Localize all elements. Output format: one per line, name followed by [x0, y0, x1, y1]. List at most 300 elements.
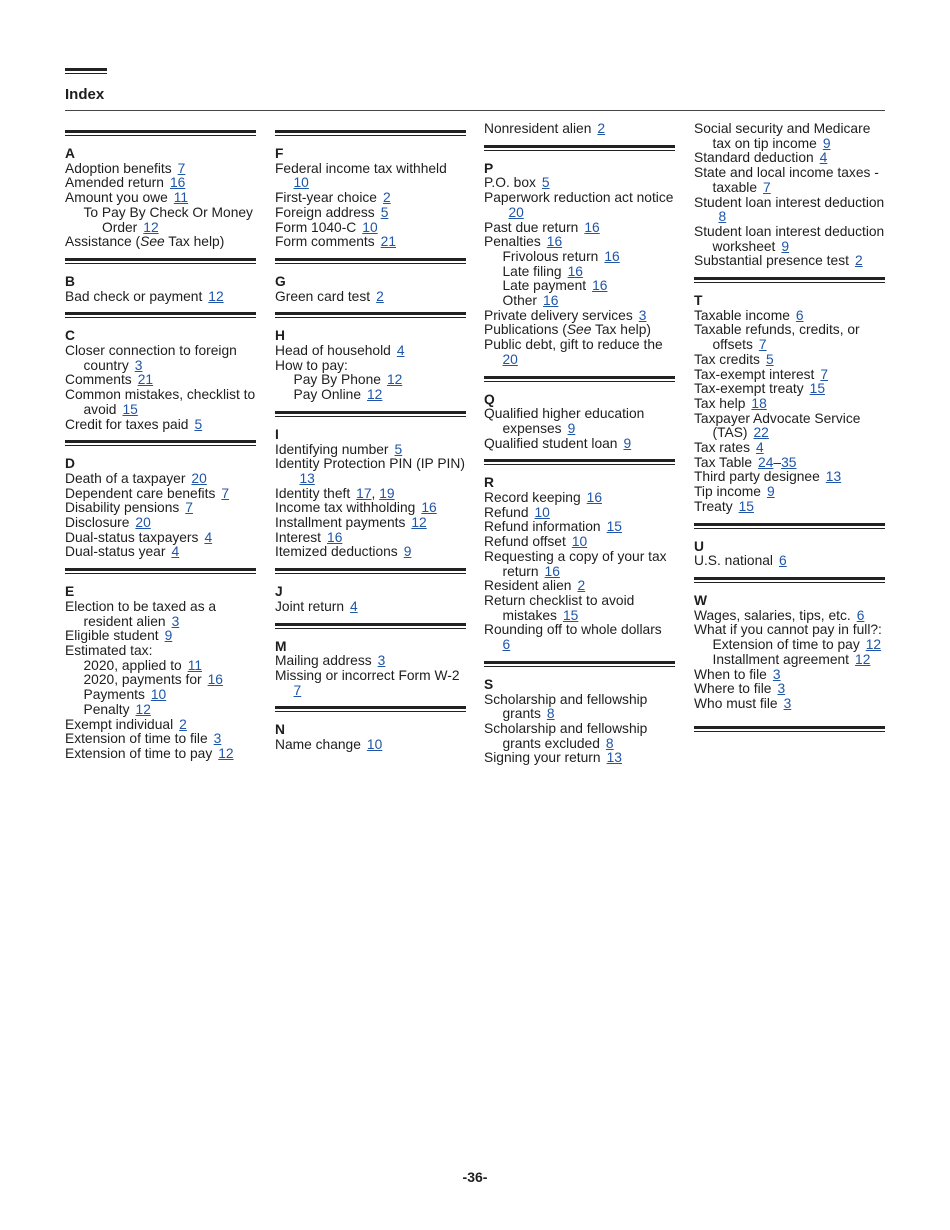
- index-entry: [65, 162, 256, 177]
- entry-text: Adoption benefits: [65, 160, 172, 176]
- index-column-4: [694, 122, 885, 743]
- page-link[interactable]: 4: [396, 343, 405, 359]
- page-link[interactable]: 7: [221, 485, 230, 501]
- index-entry: [65, 747, 256, 762]
- index-section: [275, 706, 466, 752]
- index-entry: [275, 443, 466, 458]
- index-entry: [65, 235, 256, 250]
- index-entry: [275, 373, 466, 388]
- page-link[interactable]: 10: [362, 219, 378, 235]
- index-entry: [65, 629, 256, 644]
- page-link[interactable]: 20: [502, 351, 518, 367]
- section-rule: [275, 568, 466, 574]
- entry-text: 2020, applied to: [83, 657, 182, 673]
- page-link[interactable]: 16: [567, 263, 583, 279]
- entry-text: Extension of time to file: [65, 731, 208, 747]
- entry-text: Election to be taxed as a resident alien: [65, 598, 217, 629]
- section-letter: Q: [484, 391, 495, 407]
- page-link[interactable]: 7: [763, 179, 771, 195]
- index-section: [694, 277, 885, 515]
- entry-text: Extension of time to pay: [712, 637, 860, 653]
- entry-text: Treaty: [694, 498, 733, 514]
- entry-text: Foreign address: [275, 204, 375, 220]
- page-link[interactable]: 2: [577, 578, 586, 594]
- page-link[interactable]: 3: [772, 666, 781, 682]
- index-entry: [275, 191, 466, 206]
- page-link[interactable]: 7: [185, 500, 193, 516]
- page-link[interactable]: 9: [766, 484, 775, 500]
- page-link[interactable]: 12: [386, 372, 403, 388]
- section-letter: M: [275, 638, 287, 654]
- entry-text: Tax help: [694, 395, 746, 411]
- index-entry: [65, 206, 256, 235]
- entry-text: Taxpayer Advocate Service (TAS): [694, 410, 861, 441]
- index-entry: [65, 373, 256, 388]
- section-letter: E: [65, 584, 75, 600]
- page-link[interactable]: 3: [777, 681, 786, 697]
- section-letter: N: [275, 722, 285, 738]
- section-rule: [65, 130, 256, 136]
- section-rule: [484, 145, 675, 151]
- index-entry: [484, 191, 675, 220]
- page-link[interactable]: 5: [765, 351, 774, 367]
- entry-text: Tip income: [694, 484, 761, 500]
- page-link[interactable]: 16: [327, 529, 343, 545]
- page-link[interactable]: 2: [854, 253, 863, 269]
- section-letter: W: [694, 592, 708, 608]
- index-section: [275, 568, 466, 614]
- page-link[interactable]: 2: [382, 190, 391, 206]
- page-link[interactable]: 5: [541, 175, 550, 191]
- index-entry: [484, 520, 675, 535]
- section-letter: S: [484, 676, 494, 692]
- entry-text: Record keeping: [484, 490, 581, 506]
- index-entry: [275, 531, 466, 546]
- index-section: [484, 459, 675, 652]
- entry-text: Pay Online: [293, 387, 361, 403]
- entry-text: Identity theft: [275, 485, 351, 501]
- index-entry: [275, 600, 466, 615]
- page-link[interactable]: 7: [758, 337, 767, 353]
- entry-italic: See: [140, 234, 165, 250]
- page-link[interactable]: 5: [394, 441, 403, 457]
- page-link[interactable]: 2: [597, 121, 606, 136]
- page-link[interactable]: 9: [567, 420, 576, 436]
- entry-text: Payments: [83, 687, 145, 703]
- index-entry: [275, 457, 466, 486]
- page-link[interactable]: 9: [623, 435, 632, 451]
- index-entry: [65, 659, 256, 674]
- page-link[interactable]: 16: [544, 563, 560, 579]
- page-link[interactable]: 21: [137, 372, 154, 388]
- page-link[interactable]: 5: [380, 204, 389, 220]
- section-rule: [484, 376, 675, 382]
- page-link[interactable]: 15: [809, 381, 826, 397]
- section-letter: U: [694, 538, 704, 554]
- entry-text: Joint return: [275, 598, 345, 614]
- entry-text: Dependent care benefits: [65, 485, 216, 501]
- header-ornament-rule: [65, 68, 107, 74]
- page-link[interactable]: 4: [350, 598, 358, 614]
- index-section: [484, 145, 675, 368]
- page-link[interactable]: 12: [208, 288, 224, 304]
- page-link[interactable]: 10: [534, 504, 550, 520]
- entry-text: Comments: [65, 372, 132, 388]
- section-letter: P: [484, 160, 494, 176]
- entry-text: Past due return: [484, 219, 579, 235]
- index-entry: [694, 682, 885, 697]
- entry-text: Extension of time to pay: [65, 745, 213, 761]
- section-letter: B: [65, 273, 75, 289]
- index-entry: [65, 531, 256, 546]
- section-rule: [275, 130, 466, 136]
- page-link[interactable]: 16: [543, 293, 559, 309]
- page-link[interactable]: 15: [122, 401, 138, 417]
- entry-text: Third party designee: [694, 469, 820, 485]
- page-link[interactable]: 9: [403, 544, 412, 560]
- page-link[interactable]: 6: [795, 307, 804, 323]
- entry-text: First-year choice: [275, 190, 377, 206]
- entry-text: Credit for taxes paid: [65, 416, 189, 432]
- entry-italic: See: [566, 322, 592, 338]
- page-link[interactable]: 4: [819, 150, 828, 166]
- index-column-3: [484, 122, 675, 766]
- page-link[interactable]: 20: [191, 470, 207, 486]
- index-entry: [275, 738, 466, 753]
- page-link[interactable]: 12: [143, 219, 159, 235]
- entry-text: Penalties: [484, 234, 541, 250]
- index-entry: [694, 554, 885, 569]
- entry-text: Where to file: [694, 681, 772, 697]
- index-entry: [694, 397, 885, 412]
- page-link[interactable]: 6: [856, 607, 865, 623]
- page-title: Index: [65, 86, 105, 103]
- entry-text: How to pay:: [275, 357, 348, 373]
- section-letter: H: [275, 328, 285, 344]
- entry-text: Bad check or payment: [65, 288, 203, 304]
- index-section: [275, 258, 466, 304]
- index-entry: [484, 623, 675, 652]
- page-link[interactable]: 3: [377, 653, 386, 669]
- index-section: [65, 258, 256, 304]
- entry-text: Substantial presence test: [694, 253, 849, 269]
- section-rule: [65, 440, 256, 446]
- entry-text: Installment payments: [275, 515, 406, 531]
- page-link[interactable]: 20: [135, 515, 151, 531]
- entry-text: Mailing address: [275, 653, 372, 669]
- entry-text: Head of household: [275, 343, 391, 359]
- index-entry: [65, 688, 256, 703]
- index-entry: [694, 638, 885, 653]
- entry-text: Standard deduction: [694, 150, 814, 166]
- index-entry: [694, 668, 885, 683]
- page-link[interactable]: 16: [586, 490, 602, 506]
- index-entry: [65, 545, 256, 560]
- index-entry: [484, 338, 675, 367]
- entry-text: Dual-status taxpayers: [65, 529, 199, 545]
- entry-text: U.S. national: [694, 553, 773, 569]
- page-link[interactable]: 15: [606, 519, 622, 535]
- page-link[interactable]: 10: [293, 175, 309, 191]
- section-rule: [275, 623, 466, 629]
- entry-text: Federal income tax withheld: [275, 160, 447, 176]
- entry-text: Refund information: [484, 519, 601, 535]
- entry-text: Publications (: [484, 322, 567, 338]
- index-section: [484, 661, 675, 766]
- index-entry: [65, 703, 256, 718]
- page-link[interactable]: 11: [187, 657, 203, 673]
- index-entry: [484, 250, 675, 265]
- section-rule: [694, 277, 885, 283]
- section-letter: F: [275, 146, 284, 161]
- index-entry: [694, 470, 885, 485]
- index-entry: [694, 500, 885, 515]
- section-letter: A: [65, 146, 75, 161]
- page-link[interactable]: 3: [638, 307, 647, 323]
- page-link[interactable]: 4: [755, 440, 764, 456]
- entry-text: Tax-exempt interest: [694, 366, 815, 382]
- entry-text: Interest: [275, 529, 322, 545]
- index-entry: [484, 279, 675, 294]
- page-link[interactable]: 15: [562, 607, 579, 623]
- index-section: [694, 523, 885, 569]
- entry-text: What if you cannot pay in full?:: [694, 622, 882, 638]
- page-link[interactable]: 12: [135, 701, 151, 717]
- page-link[interactable]: 24: [758, 454, 774, 470]
- page-link[interactable]: 13: [299, 470, 315, 486]
- index-section: [65, 440, 256, 560]
- entry-text: Identity Protection PIN (IP PIN): [275, 456, 465, 472]
- section-letter: T: [694, 293, 703, 309]
- index-entry: [65, 472, 256, 487]
- index-section: [65, 312, 256, 432]
- index-entry: [694, 323, 885, 352]
- index-column-1: [65, 122, 256, 762]
- page-link[interactable]: 16: [207, 672, 223, 688]
- index-section: [694, 122, 885, 269]
- page-link[interactable]: 12: [855, 651, 871, 667]
- index-entry: [275, 669, 466, 698]
- page-link[interactable]: 16: [604, 248, 620, 264]
- page-link[interactable]: 10: [366, 737, 383, 753]
- page-link[interactable]: 2: [179, 716, 187, 732]
- entry-text: Other: [502, 293, 538, 309]
- page-link[interactable]: 18: [751, 395, 767, 411]
- entry-text: Rounding off to whole dollars: [484, 622, 662, 638]
- page-link[interactable]: 12: [367, 387, 383, 403]
- index-entry: [484, 407, 675, 436]
- page-link[interactable]: 12: [865, 637, 882, 653]
- index-section: [275, 623, 466, 699]
- index-entry: [65, 673, 256, 688]
- page-link[interactable]: 20: [508, 204, 524, 220]
- page-link[interactable]: 11: [173, 190, 189, 206]
- index-entry: [484, 491, 675, 506]
- entry-text: Tax-exempt treaty: [694, 381, 804, 397]
- entry-text: Late payment: [502, 278, 587, 294]
- entry-text: Qualified higher education expenses: [484, 406, 645, 436]
- index-entry: [694, 196, 885, 225]
- entry-text: Wages, salaries, tips, etc.: [694, 607, 851, 623]
- section-rule: [484, 459, 675, 465]
- index-section: [694, 577, 885, 712]
- entry-text: Form 1040-C: [275, 219, 357, 235]
- index-entry: [65, 176, 256, 191]
- page-link[interactable]: 10: [150, 687, 167, 703]
- page-link[interactable]: 8: [605, 735, 614, 751]
- page-link[interactable]: 16: [421, 500, 437, 516]
- page-link[interactable]: 10: [571, 534, 588, 550]
- section-rule: [275, 706, 466, 712]
- page-link[interactable]: 7: [293, 682, 302, 698]
- index-entry: [484, 265, 675, 280]
- index-entry: [275, 359, 466, 374]
- entry-text: Name change: [275, 737, 361, 753]
- entry-text: Social security and Medicare tax on tip income: [694, 121, 871, 151]
- index-entry: Identity theft 17, 19: [275, 485, 395, 501]
- entry-text: Refund offset: [484, 534, 566, 550]
- index-entry: [484, 751, 675, 766]
- index-entry: [694, 623, 885, 638]
- index-entry: [694, 382, 885, 397]
- index-entry: [694, 353, 885, 368]
- entry-text: Dual-status year: [65, 544, 166, 560]
- entry-text: Student loan interest deduction worksheet: [694, 223, 885, 254]
- index-entry: [275, 516, 466, 531]
- entry-text: Installment agreement: [712, 651, 850, 667]
- section-rule: [275, 312, 466, 318]
- page-link[interactable]: 9: [781, 238, 790, 254]
- page-link[interactable]: 21: [380, 234, 397, 250]
- index-entry: [694, 368, 885, 383]
- index-section: [484, 376, 675, 452]
- index-entry: [275, 501, 466, 516]
- index-section: [275, 312, 466, 403]
- entry-text: Tax Table: [694, 454, 753, 470]
- page-link[interactable]: 35: [781, 454, 797, 470]
- page-link[interactable]: 6: [779, 553, 787, 569]
- page-link[interactable]: 9: [822, 135, 831, 151]
- page-link[interactable]: 13: [825, 469, 842, 485]
- page-link[interactable]: 7: [177, 160, 186, 176]
- index-entry: [484, 437, 675, 452]
- index-entry: [694, 225, 885, 254]
- index-entry: [694, 441, 885, 456]
- page-link[interactable]: 9: [164, 628, 173, 644]
- entry-text: Disclosure: [65, 515, 130, 531]
- entry-text: Closer connection to foreign country: [65, 343, 237, 373]
- page-link[interactable]: 12: [218, 745, 234, 761]
- index-entry: [484, 294, 675, 309]
- page-link[interactable]: 6: [502, 637, 511, 653]
- page-link[interactable]: 3: [783, 695, 792, 711]
- page-link[interactable]: 19: [379, 485, 395, 501]
- page-link[interactable]: 8: [718, 209, 727, 225]
- section-rule: [694, 577, 885, 583]
- page-link[interactable]: 13: [606, 750, 622, 766]
- entry-text: Requesting a copy of your tax return: [484, 548, 667, 579]
- index-entry: [694, 653, 885, 668]
- section-letter: G: [275, 273, 286, 289]
- page-link[interactable]: 16: [546, 234, 563, 250]
- page-link[interactable]: 3: [134, 357, 143, 373]
- index-entry: [694, 412, 885, 441]
- page-link[interactable]: 3: [171, 613, 180, 629]
- page-link[interactable]: 8: [546, 706, 555, 722]
- page-link[interactable]: 22: [753, 425, 769, 441]
- entry-text: Taxable income: [694, 307, 790, 323]
- entry-text: Green card test: [275, 288, 371, 304]
- page-link[interactable]: 2: [376, 288, 384, 304]
- page-link[interactable]: 5: [194, 416, 203, 432]
- entry-text: Assistance (: [65, 234, 141, 250]
- entry-text: Return checklist to avoid mistakes: [484, 592, 635, 623]
- section-rule: [275, 411, 466, 417]
- index-entry: [275, 290, 466, 305]
- page-link[interactable]: 15: [738, 498, 754, 514]
- index-section: [275, 411, 466, 560]
- index-entry: [484, 506, 675, 521]
- index-entry: [65, 501, 256, 516]
- index-entry: [275, 162, 466, 191]
- section-letter: J: [275, 584, 283, 600]
- entry-text: Late filing: [502, 263, 562, 279]
- title-divider: [65, 110, 885, 111]
- entry-text: Pay By Phone: [293, 372, 381, 388]
- page-link[interactable]: 4: [171, 544, 180, 560]
- entry-text: State and local income taxes - taxable: [694, 165, 879, 195]
- index-entry: [484, 693, 675, 722]
- page-link[interactable]: 3: [213, 731, 222, 747]
- page-number: -36-: [462, 1169, 488, 1185]
- index-entry: [275, 206, 466, 221]
- index-entry: [275, 545, 466, 560]
- index-entry: [65, 487, 256, 502]
- entry-text: Public debt, gift to reduce the: [484, 337, 663, 353]
- entry-text: Estimated tax:: [65, 642, 153, 658]
- section-rule: [275, 258, 466, 264]
- page-link[interactable]: 4: [204, 529, 213, 545]
- page-link[interactable]: 16: [584, 219, 600, 235]
- index-entry: [65, 732, 256, 747]
- end-rule: [694, 726, 885, 732]
- index-entry: [484, 550, 675, 579]
- entry-text: Itemized deductions: [275, 544, 398, 560]
- entry-text: Amended return: [65, 175, 164, 191]
- entry-text: Tax rates: [694, 440, 750, 456]
- entry-text: Form comments: [275, 234, 375, 250]
- entry-text: Qualified student loan: [484, 435, 618, 451]
- page-link[interactable]: 7: [820, 366, 829, 382]
- page-link[interactable]: 12: [411, 515, 427, 531]
- index-entry: [65, 290, 256, 305]
- entry-text: Identifying number: [275, 441, 389, 457]
- page-link[interactable]: 17: [356, 485, 372, 501]
- index-entry: [65, 516, 256, 531]
- index-entry: [484, 176, 675, 191]
- entry-text: Scholarship and fellowship grants: [484, 691, 648, 722]
- section-letter: D: [65, 456, 75, 472]
- entry-text: Amount you owe: [65, 190, 168, 206]
- entry-text: Exempt individual: [65, 716, 174, 732]
- index-entry: [484, 594, 675, 623]
- index-entry: [484, 235, 675, 250]
- page-link[interactable]: 16: [592, 278, 608, 294]
- entry-text: Common mistakes, checklist to avoid: [65, 387, 256, 417]
- index-entry: [484, 323, 675, 338]
- page-link[interactable]: 16: [169, 175, 186, 191]
- index-section: [65, 130, 256, 250]
